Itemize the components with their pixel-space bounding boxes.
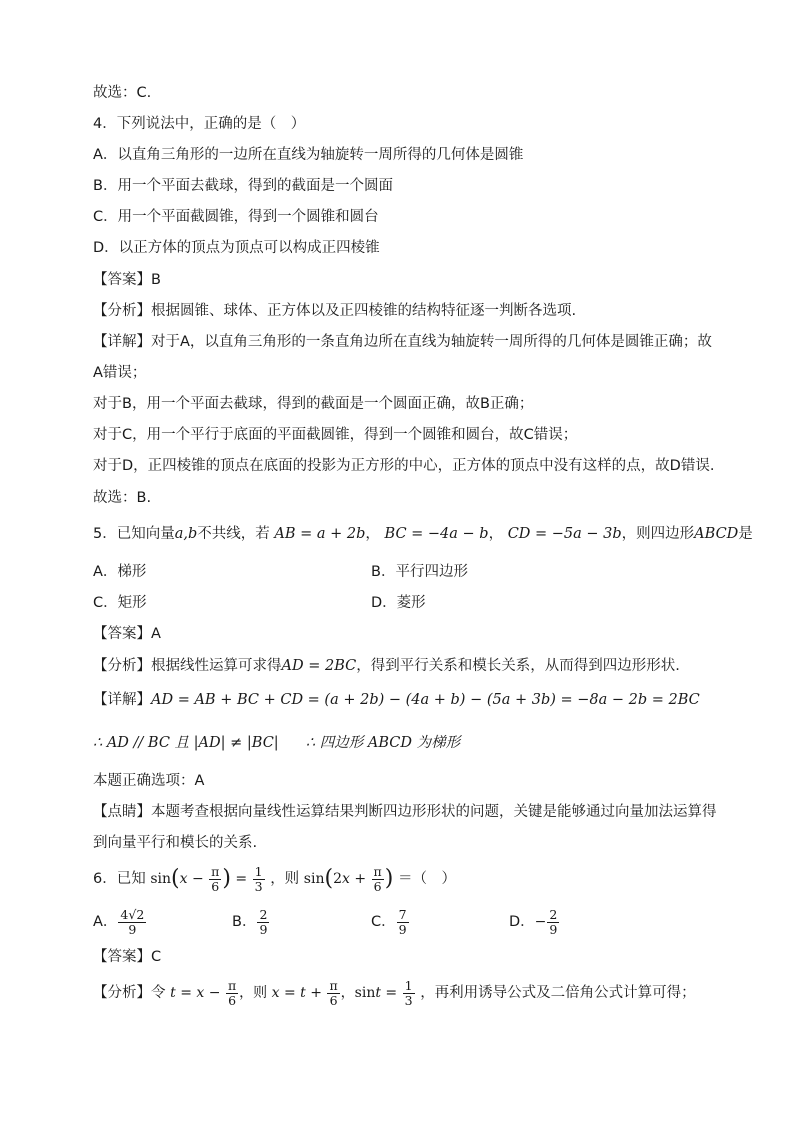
- q6-answer: 【答案】C: [93, 949, 162, 965]
- q5-stem-suffix: ，则四边形: [621, 526, 695, 542]
- q6-option-a-value: $\frac{4√2}{9}$: [120, 906, 145, 937]
- q4-option-a: A．以直角三角形的一边所在直线为轴旋转一周所得的几何体是圆锥: [93, 147, 524, 163]
- q5-analysis: [93, 656, 724, 676]
- q6-stem-prefix: 6．已知: [93, 871, 146, 887]
- q4-detail-2: A错误；: [93, 365, 147, 381]
- q4-detail-4: 对于C，用一个平行于底面的平面截圆锥，得到一个圆锥和圆台，故C错误；: [93, 427, 578, 443]
- q5-detail: [93, 690, 724, 710]
- q4-stem: 4．下列说法中，正确的是（ ）: [93, 116, 306, 132]
- q5-option-c: C．矩形: [93, 595, 147, 611]
- q6-stem: [93, 862, 724, 896]
- q5-stem: 5．已知向量a,b不共线，若 AB = a + 2b， BC = −4a − b， CD = −5a − 3b，则四边形ABCD是: [93, 526, 753, 542]
- q6-option-b-value: $\frac{2}{9}$: [259, 906, 268, 937]
- q4-detail-5: 对于D，正四棱锥的顶点在底面的投影为正方形的中心，正方体的顶点中没有这样的点，故D错误.: [93, 458, 715, 474]
- q4-option-d: D．以正方体的顶点为顶点可以构成正四棱锥: [93, 240, 380, 256]
- q4-option-c: C．用一个平面截圆锥，得到一个圆锥和圆台: [93, 209, 379, 225]
- q6-target-expr: sin(2x + $\frac{\pi}{6}$ ): [303, 863, 394, 894]
- q5-analysis-eq: AD = 2BC: [281, 658, 357, 674]
- q5-analysis-suffix: ，得到平行关系和模长关系，从而得到四边形形状.: [356, 658, 680, 674]
- q6-option-d: D．− $\frac{2}{9}$: [509, 906, 558, 937]
- q6-option-a: A． $\frac{4√2}{9}$: [93, 906, 145, 937]
- q5-therefore-1: ∴ AD // BC 且 |AD| ≠ |BC|: [93, 735, 279, 751]
- q6-analysis-suffix: ，再利用诱导公式及二倍角公式计算可得；: [420, 985, 696, 1001]
- q5-option-d: D．菱形: [371, 595, 426, 611]
- q4-analysis: 【分析】根据圆锥、球体、正方体以及正四棱锥的结构特征逐一判断各选项.: [93, 303, 577, 319]
- q5-detail-eq: AD = AB + BC + CD = (a + 2b) − (4a + b) − (5a + 3b) = −8a − 2b = 2BC: [151, 692, 700, 708]
- q6-option-c: C． $\frac{7}{9}$: [371, 906, 407, 937]
- q4-answer: 【答案】B: [93, 272, 161, 288]
- q3-answer-line: 故选：C.: [93, 85, 152, 101]
- q5-stem-vectors: a,b: [174, 526, 198, 542]
- q5-analysis-prefix: 【分析】根据线性运算可求得: [93, 658, 282, 674]
- q6-analysis-expr: t = x − $\frac{\pi}{6}$ ，则 x = t + $\frac{\pi}{6}$ ，sint = $\frac{1}{3}$: [170, 977, 413, 1008]
- q5-answer: 【答案】A: [93, 626, 161, 642]
- q6-analysis: [93, 976, 724, 1010]
- q6-stem-end: ＝（ ）: [397, 871, 456, 887]
- q5-quad: ABCD: [694, 526, 739, 542]
- q5-comment-1: 【点睛】本题考查根据向量线性运算结果判断四边形形状的问题，关键是能够通过向量加法运算得: [93, 804, 717, 820]
- q4-option-b: B．用一个平面去截球，得到的截面是一个圆面: [93, 178, 393, 194]
- q6-analysis-prefix: 【分析】令: [93, 985, 166, 1001]
- q6-stem-mid: ，则: [270, 871, 300, 887]
- q4-detail-3: 对于B，用一个平面去截球，得到的截面是一个圆面正确，故B正确；: [93, 396, 534, 412]
- q6-option-c-value: $\frac{7}{9}$: [398, 906, 407, 937]
- q6-option-d-value: $\frac{2}{9}$: [549, 906, 558, 937]
- q5-option-a: A．梯形: [93, 564, 147, 580]
- q5-option-b: B．平行四边形: [371, 564, 468, 580]
- q5-correct: 本题正确选项：A: [93, 773, 205, 789]
- q4-detail-1: 【详解】对于A，以直角三角形的一条直角边所在直线为轴旋转一周所得的几何体是圆锥正确；故: [93, 334, 712, 350]
- q5-eq1: AB = a + 2b: [274, 526, 366, 542]
- q5-detail-label: 【详解】: [93, 692, 151, 708]
- q5-eq2: BC = −4a − b: [384, 526, 489, 542]
- q5-therefore-2: ∴ 四边形 ABCD 为梯形: [305, 735, 461, 751]
- q5-eq3: CD = −5a − 3b: [507, 526, 622, 542]
- q5-therefore: [93, 733, 724, 753]
- q4-choose: 故选：B.: [93, 490, 152, 506]
- q6-given-expr: sin(x − $\frac{\pi}{6}$ ) = $\frac{1}{3}$: [150, 863, 263, 894]
- q6-option-b: B． $\frac{2}{9}$: [232, 906, 268, 937]
- q5-stem-end: 是: [738, 526, 753, 542]
- q5-stem-prefix: 5．已知向量: [93, 526, 175, 542]
- q5-comment-2: 到向量平行和模长的关系.: [93, 835, 258, 851]
- q5-stem-mid: 不共线，若: [197, 526, 270, 542]
